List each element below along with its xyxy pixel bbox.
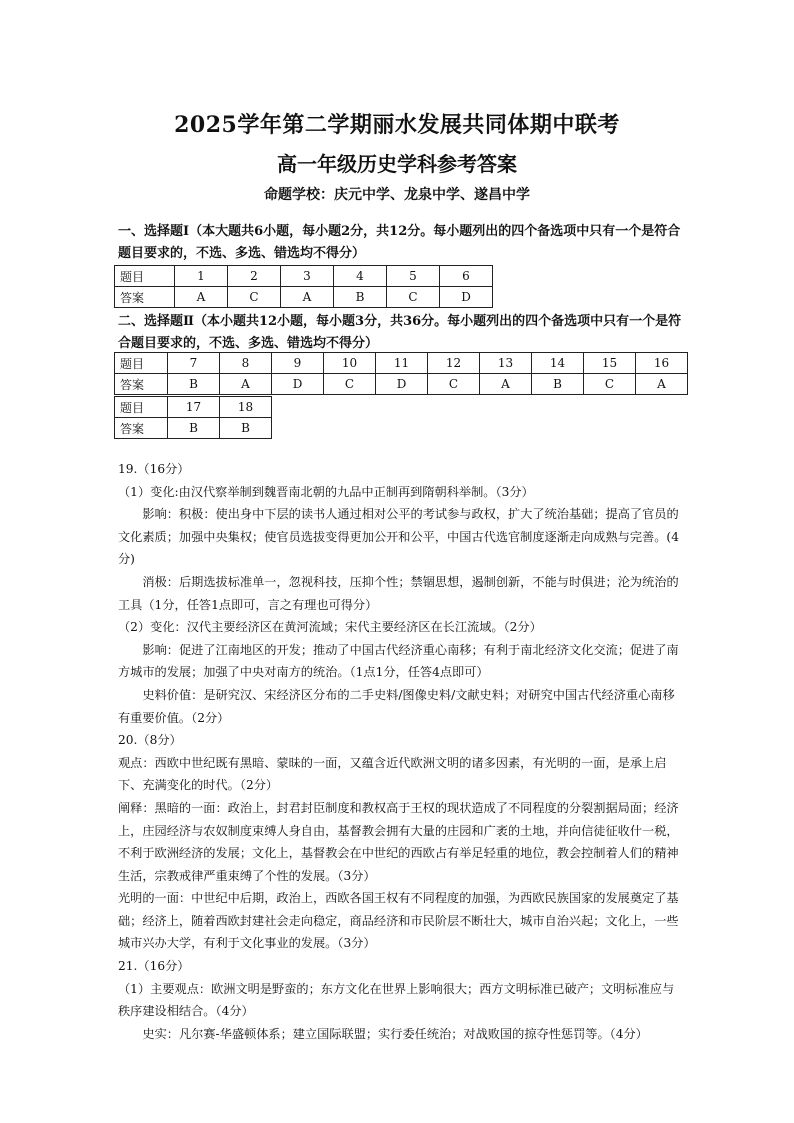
question-number-cell: 1 (175, 266, 228, 287)
q19-part2-source-value: 史料价值：是研究汉、宋经济区分布的二手史料/图像史料/文献史料；对研究中国古代经济重心南移有重要价值。（2分） (118, 687, 675, 725)
answer-cell: D (376, 374, 428, 395)
table-header-cell: 答案 (115, 374, 168, 395)
question-number-cell: 13 (480, 353, 532, 374)
answer-table-2 (114, 352, 688, 395)
answer-cell: D (440, 287, 493, 308)
answer-body (118, 458, 683, 1045)
answer-cell: C (387, 287, 440, 308)
table-header-cell: 答案 (115, 418, 168, 439)
q21-part1-facts: 史实：凡尔赛-华盛顿体系；建立国际联盟；实行委任统治；对战败国的掠夺性惩罚等。（4分） (142, 1026, 648, 1041)
setting-schools: 命题学校：庆元中学、龙泉中学、遂昌中学 (264, 187, 530, 203)
answer-cell: C (584, 374, 636, 395)
q21-heading: 21.（16分） (118, 959, 190, 974)
q19-part2-change: （2）变化：汉代主要经济区在黄河流域；宋代主要经济区在长江流域。（2分） (118, 620, 542, 635)
question-number-cell: 5 (387, 266, 440, 287)
q20-bright-side: 光明的一面：中世纪中后期，政治上，西欧各国王权有不同程度的加强，为西欧民族国家的发展奠定了基础；经济上，随着西欧封建社会走向稳定，商品经济和市民阶层不断壮大，城市自治兴起；文化上，一些城市兴办大学，有利于文化事业的发展。（3分） (118, 891, 679, 951)
question-number-cell: 18 (220, 397, 272, 418)
q19-part1-impact: 影响：积极：使出身中下层的读书人通过相对公平的考试参与政权，扩大了统治基础；提高了官员的文化素质；加强中央集权；使官员选拔变得更加公开和公平，中国古代选官制度逐渐走向成熟与完善。(4分) (118, 507, 679, 567)
q21-part1-viewpoints: （1）主要观点：欧洲文明是野蛮的；东方文化在世界上影响很大；西方文明标准已破产；文明标准应与秩序建设相结合。（4分） (118, 981, 675, 1019)
question-number-cell: 14 (532, 353, 584, 374)
question-number-cell: 3 (281, 266, 334, 287)
table-header-cell: 答案 (115, 287, 175, 308)
table-row (115, 418, 272, 439)
question-number-cell: 8 (220, 353, 272, 374)
document-title: 2025学年第二学期丽水发展共同体期中联考 (174, 112, 620, 138)
question-number-cell: 7 (168, 353, 220, 374)
table-row (115, 374, 688, 395)
answer-cell: C (428, 374, 480, 395)
answer-cell: C (324, 374, 376, 395)
q19-heading: 19.（16分） (118, 462, 190, 476)
question-number-cell: 11 (376, 353, 428, 374)
answer-cell: D (272, 374, 324, 395)
table-row (115, 287, 493, 308)
q20-heading: 20.（8分） (118, 733, 182, 748)
question-number-cell: 4 (334, 266, 387, 287)
answer-cell: A (636, 374, 688, 395)
question-number-cell: 9 (272, 353, 324, 374)
table-header-cell: 题目 (115, 266, 175, 287)
q20-dark-side: 阐释：黑暗的一面：政治上，封君封臣制度和教权高于王权的现状造成了不同程度的分裂割据局面；经济上，庄园经济与农奴制度束缚人身自由，基督教会拥有大量的庄园和广袤的土地，并向信徒征收什一税，不利于欧洲经济的发展；文化上，基督教会在中世纪的西欧占有举足轻重的地位，教会控制着人们的精神生活，宗教戒律严重束缚了个性的发展。（3分） (118, 800, 679, 883)
answer-cell: C (228, 287, 281, 308)
question-number-cell: 17 (168, 397, 220, 418)
question-number-cell: 6 (440, 266, 493, 287)
answer-cell: B (334, 287, 387, 308)
answer-cell: A (175, 287, 228, 308)
answer-cell: A (220, 374, 272, 395)
q19-part2-impact: 影响：促进了江南地区的开发；推动了中国古代经济重心南移；有利于南北经济文化交流；促进了南方城市的发展；加强了中央对南方的统治。（1点1分，任答4点即可） (118, 642, 679, 680)
question-number-cell: 2 (228, 266, 281, 287)
document-subtitle: 高一年级历史学科参考答案 (277, 152, 517, 176)
answer-cell: B (168, 374, 220, 395)
answer-table-1 (114, 265, 493, 308)
question-number-cell: 15 (584, 353, 636, 374)
section2-heading: 二、选择题Ⅱ（本小题共12小题，每小题3分，共36分。每小题列出的四个备选项中只有一个是符合题目要求的，不选、多选、错选均不得分） (118, 314, 682, 351)
answer-cell: B (168, 418, 220, 439)
table-row (115, 266, 493, 287)
answer-table-3 (114, 396, 272, 439)
answer-cell: B (532, 374, 584, 395)
answer-cell: B (220, 418, 272, 439)
table-row (115, 397, 272, 418)
q19-part1-negative: 消极：后期选拔标准单一，忽视科技，压抑个性；禁锢思想，遏制创新，不能与时俱进；沦为统治的工具（1分，任答1点即可，言之有理也可得分） (118, 574, 679, 612)
answer-cell: A (281, 287, 334, 308)
question-number-cell: 16 (636, 353, 688, 374)
table-row (115, 353, 688, 374)
section1-heading: 一、选择题Ⅰ（本大题共6小题，每小题2分，共12分。每小题列出的四个备选项中只有一个是符合题目要求的，不选、多选、错选均不得分） (118, 224, 681, 261)
table-header-cell: 题目 (115, 353, 168, 374)
answer-cell: A (480, 374, 532, 395)
table-header-cell: 题目 (115, 397, 168, 418)
question-number-cell: 10 (324, 353, 376, 374)
q20-viewpoint: 观点：西欧中世纪既有黑暗、蒙昧的一面，又蕴含近代欧洲文明的诸多因素，有光明的一面，是承上启下、充满变化的时代。（2分） (118, 755, 667, 793)
q19-part1-change: （1）变化:由汉代察举制到魏晋南北朝的九品中正制再到隋朝科举制。（3分） (118, 484, 534, 499)
question-number-cell: 12 (428, 353, 480, 374)
